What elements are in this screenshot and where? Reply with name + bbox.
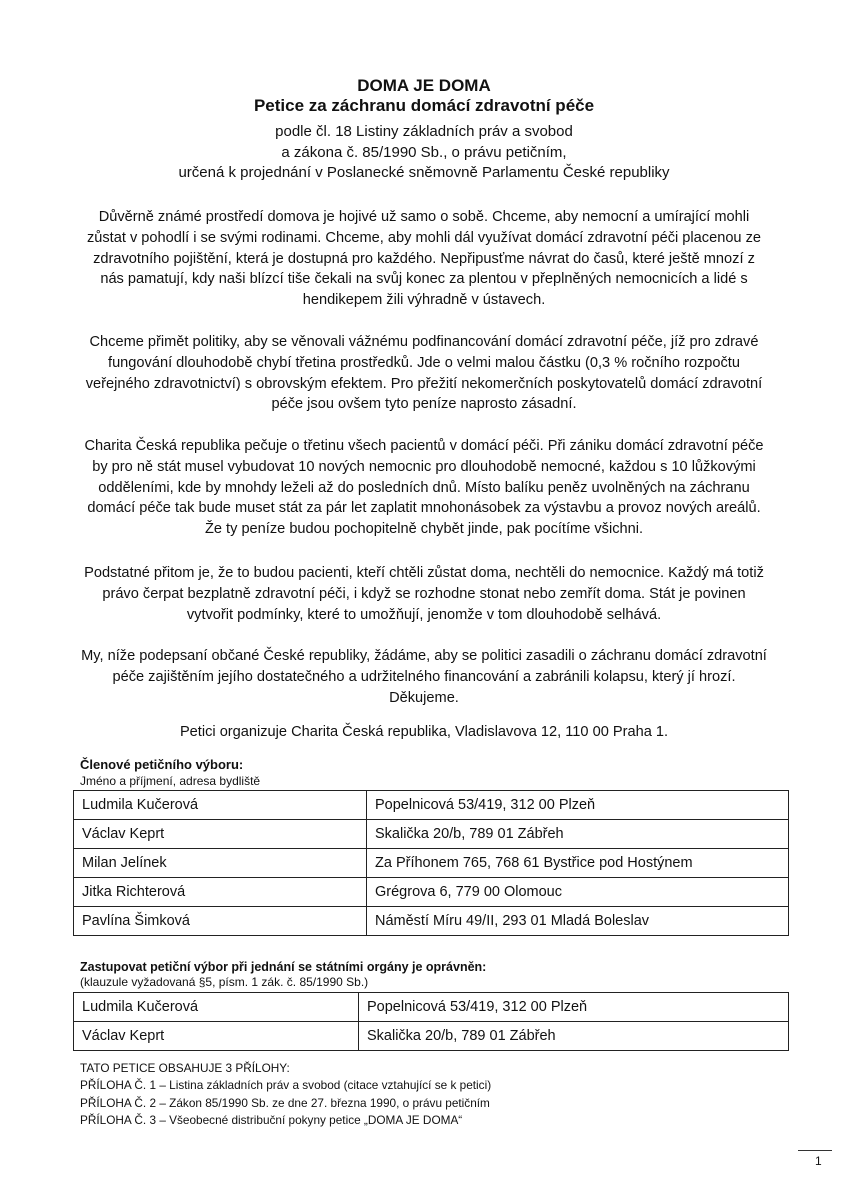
committee-heading: Členové petičního výboru: bbox=[80, 757, 244, 772]
table-row bbox=[74, 907, 789, 936]
legal-basis-line-2: a zákona č. 85/1990 Sb., o právu petičním, bbox=[281, 144, 567, 161]
member-name: Jitka Richterová bbox=[74, 878, 367, 907]
legal-basis-line-1: podle čl. 18 Listiny základních práv a svobod bbox=[275, 123, 573, 140]
representative-name: Václav Keprt bbox=[74, 1022, 359, 1051]
paragraph-charita: Charita Česká republika pečuje o třetinu všech pacientů v domácí péči. Při zániku domácí zdravotní péče by pro ně stát musel vybudovat 10 nových nemocnic pro dlouhodobě nemocné, každou s 10 lůžkovými odděleními, kde by mnohdy leželi až do posledních dnů. Místo balíku peněz uvolněných na záchranu domácí péče tak bude muset stát za pár let zaplatit mnohonásobek za výstavbu a provoz nových areálů. Že ty peníze budou pochopitelně chybět jinde, pak pocítíme všichni. bbox=[84, 438, 764, 538]
table-row bbox=[74, 878, 789, 907]
member-address: Za Příhonem 765, 768 61 Bystřice pod Hostýnem bbox=[367, 849, 789, 878]
attachment-item: PŘÍLOHA Č. 3 – Všeobecné distribuční pokyny petice „DOMA JE DOMA“ bbox=[80, 1113, 463, 1127]
member-name: Pavlína Šimková bbox=[74, 907, 367, 936]
paragraph-patients-rights: Podstatné přitom je, že to budou pacienti, kteří chtěli zůstat doma, nechtěli do nemocnice. Každý má totiž právo čerpat bezplatně zdravotní péči, i když se rozhodne stonat nebo zemřít doma. Stát je povinen vytvořit podmínky, které to umožňují, jenomže v tom dlouhodobě selhává. bbox=[84, 565, 764, 623]
table-row bbox=[74, 820, 789, 849]
member-name: Václav Keprt bbox=[74, 820, 367, 849]
representatives-table bbox=[73, 992, 789, 1051]
page-number-rule bbox=[798, 1150, 832, 1151]
paragraph-home-environment: Důvěrně známé prostředí domova je hojivé už samo o sobě. Chceme, aby nemocní a umírající mohli zůstat v pohodlí i se svými rodinami. Chceme, aby mohli dál využívat domácí zdravotní péči placenou ze zdravotního pojištění, která je dostupná pro každého. Nepřipusťme návrat do časů, které ještě mnozí z nás pamatují, kdy naši blízcí tiše čekali na svůj konec za plentou v přeplněných nemocnicích a lidé s hendikepem žili výhradně v ústavech. bbox=[86, 209, 762, 309]
attachments-heading: TATO PETICE OBSAHUJE 3 PŘÍLOHY: bbox=[80, 1061, 290, 1075]
table-row bbox=[74, 791, 789, 820]
member-address: Skalička 20/b, 789 01 Zábřeh bbox=[367, 820, 789, 849]
committee-table bbox=[73, 790, 789, 936]
document-title: DOMA JE DOMA bbox=[357, 76, 491, 95]
member-address: Popelnicová 53/419, 312 00 Plzeň bbox=[367, 791, 789, 820]
paragraph-underfunding: Chceme přimět politiky, aby se věnovali vážnému podfinancování domácí zdravotní péče, jíž pro zdravé fungování dlouhodobě chybí třetina prostředků. Jde o velmi malou částku (0,3 % ročního rozpočtu veřejného zdravotnictví) s obrovským efektem. Pro přežití nekomerčních poskytovatelů domácí zdravotní péče jsou ovšem tyto peníze naprosto zásadní. bbox=[85, 334, 763, 413]
legal-basis-line-3: určená k projednání v Poslanecké sněmovně Parlamentu České republiky bbox=[178, 164, 670, 181]
member-name: Milan Jelínek bbox=[74, 849, 367, 878]
representatives-heading: Zastupovat petiční výbor při jednání se státními orgány je oprávněn: bbox=[80, 960, 487, 974]
committee-subheading: Jméno a příjmení, adresa bydliště bbox=[80, 774, 261, 788]
representative-name: Ludmila Kučerová bbox=[74, 993, 359, 1022]
table-row bbox=[74, 849, 789, 878]
member-name: Ludmila Kučerová bbox=[74, 791, 367, 820]
table-row bbox=[74, 993, 789, 1022]
paragraph-organizer: Petici organizuje Charita Česká republika, Vladislavova 12, 110 00 Praha 1. bbox=[179, 724, 669, 740]
member-address: Grégrova 6, 779 00 Olomouc bbox=[367, 878, 789, 907]
attachment-item: PŘÍLOHA Č. 1 – Listina základních práv a svobod (citace vztahující se k petici) bbox=[80, 1078, 492, 1092]
page-number: 1 bbox=[815, 1154, 822, 1168]
table-row bbox=[74, 1022, 789, 1051]
document-subtitle: Petice za záchranu domácí zdravotní péče bbox=[253, 96, 595, 115]
representative-address: Skalička 20/b, 789 01 Zábřeh bbox=[359, 1022, 789, 1051]
member-address: Náměstí Míru 49/II, 293 01 Mladá Boleslav bbox=[367, 907, 789, 936]
attachment-item: PŘÍLOHA Č. 2 – Zákon 85/1990 Sb. ze dne 27. března 1990, o právu petičním bbox=[80, 1096, 490, 1110]
representatives-subheading: (klauzule vyžadovaná §5, písm. 1 zák. č. 85/1990 Sb.) bbox=[80, 975, 369, 989]
paragraph-demand: My, níže podepsaní občané České republiky, žádáme, aby se politici zasadili o záchranu domácí zdravotní péče zajištěním jejího dostatečného a udržitelného financování a zabránili kolapsu, který jí hrozí. Děkujeme. bbox=[81, 648, 767, 706]
representative-address: Popelnicová 53/419, 312 00 Plzeň bbox=[359, 993, 789, 1022]
